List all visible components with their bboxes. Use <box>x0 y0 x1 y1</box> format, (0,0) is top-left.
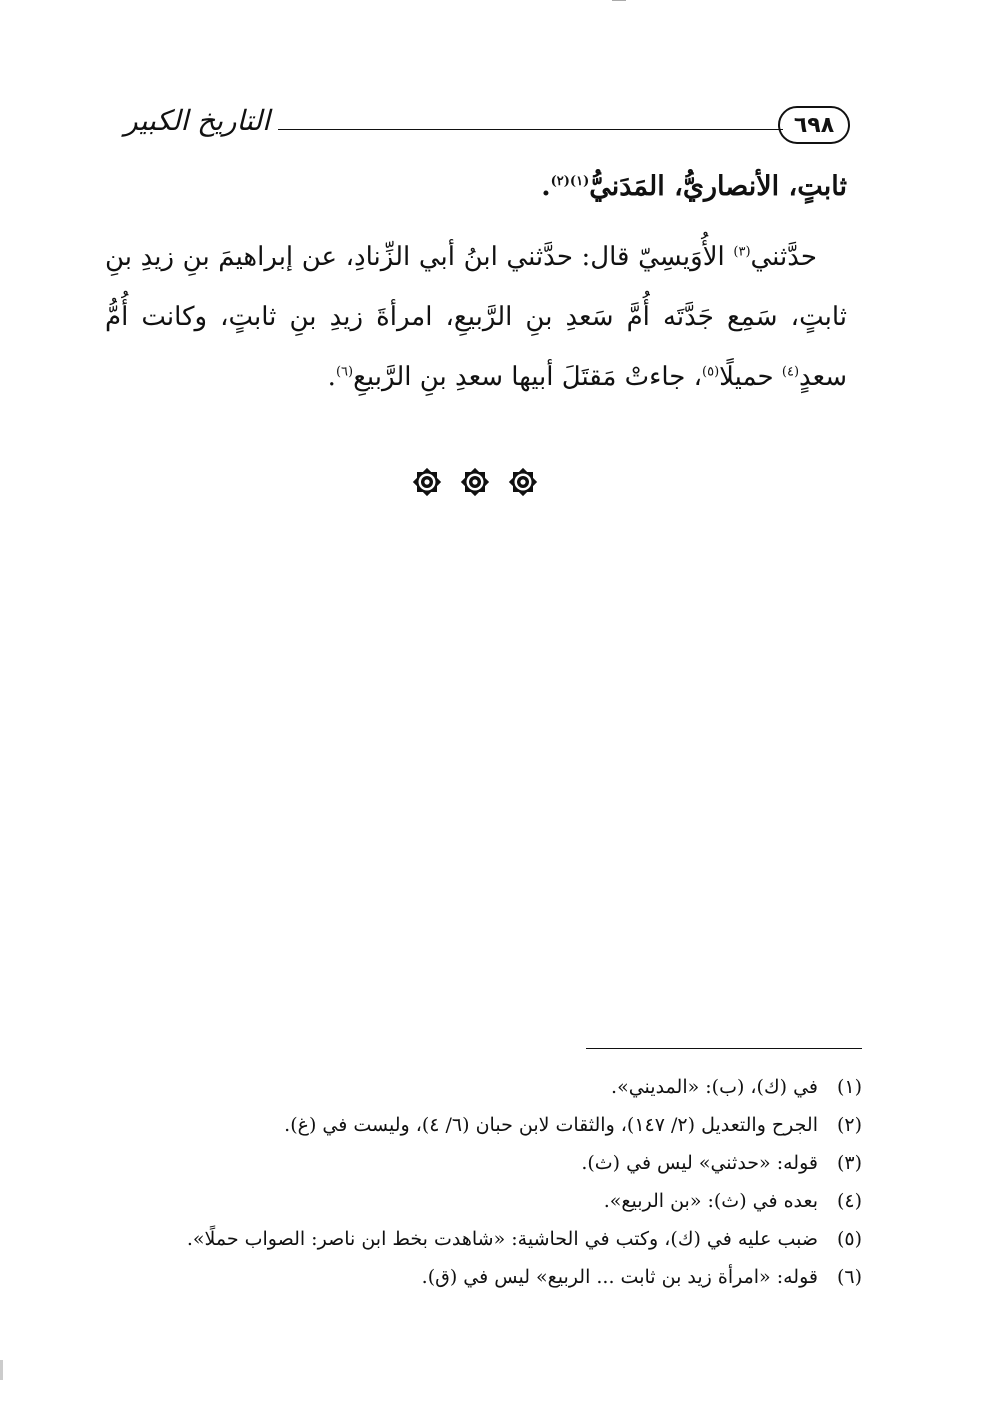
footnote-text: الجرح والتعديل (٢/ ١٤٧)، والثقات لابن حبان (٦/ ٤)، وليست في (غ). <box>284 1114 818 1136</box>
footnote-text: بعده في (ث): «بن الربيع». <box>603 1190 818 1212</box>
footnote-rule <box>586 1048 862 1049</box>
ornament-icon <box>506 465 540 499</box>
paragraph-segment: حدَّثني <box>750 242 817 272</box>
section-ornaments <box>410 464 540 500</box>
scan-edge-speck <box>0 1360 3 1380</box>
footnote-number: (٤) <box>836 1190 862 1212</box>
footnote-text: في (ك)، (ب): «المديني». <box>611 1076 818 1098</box>
footnotes <box>120 1068 862 1296</box>
entry-title-end: . <box>541 171 551 202</box>
footnote-text: ضبب عليه في (ك)، وكتب في الحاشية: «شاهدت بخط ابن ناصر: الصواب حملًا». <box>186 1228 818 1250</box>
footnote-2 <box>120 1106 862 1144</box>
note-ref: (٦) <box>335 364 354 380</box>
scan-mark <box>612 0 626 1</box>
footnote-3 <box>120 1144 862 1182</box>
paragraph-segment: ، جاءتْ مَقتَلَ أبيها سعدِ بنِ الرَّبيعِ <box>353 362 702 392</box>
footnote-number: (٣) <box>836 1152 862 1174</box>
main-text <box>105 165 847 407</box>
page-number <box>778 106 850 144</box>
page-number-text: ٦٩٨ <box>793 112 835 138</box>
footnote-number: (٦) <box>836 1266 862 1288</box>
footnote-6 <box>120 1258 862 1296</box>
paragraph-segment: . <box>327 362 336 392</box>
paragraph-segment: حميلًا <box>719 362 782 392</box>
paragraph-segment: الأُوَيسِيّ قال: حدَّثني ابنُ أبي الزِّنادِ، عن إبراهيمَ بنِ زيدِ بنِ ثابتٍ، سَمِع جَدَّتَه أُمَّ سَعدِ بنِ الرَّبيعِ، امرأةَ زيدِ بنِ ثابتٍ، وكانت أُمُّ سعدٍ <box>105 242 847 392</box>
footnote-5 <box>120 1220 862 1258</box>
hadith-paragraph <box>105 227 847 407</box>
note-ref: (٥) <box>702 364 720 380</box>
note-ref: (١)(٢) <box>550 174 590 189</box>
entry-title <box>105 165 847 209</box>
entry-title-text: ثابتٍ، الأنصاريُّ، المَدَنيُّ <box>589 171 847 202</box>
note-ref: (٤) <box>781 364 800 380</box>
footnote-text: قوله: «حدثني» ليس في (ث). <box>581 1152 818 1174</box>
footnote-text: قوله: «امرأة زيد بن ثابت ... الربيع» ليس في (ق). <box>421 1266 818 1288</box>
note-ref: (٣) <box>733 244 751 260</box>
footnote-number: (٢) <box>836 1114 862 1136</box>
running-title: التاريخ الكبير <box>124 104 270 137</box>
footnote-number: (٥) <box>836 1228 862 1250</box>
footnote-number: (١) <box>836 1076 862 1098</box>
footnote-4 <box>120 1182 862 1220</box>
ornament-icon <box>410 465 444 499</box>
header-rule <box>278 129 783 130</box>
ornament-icon <box>458 465 492 499</box>
footnote-1 <box>120 1068 862 1106</box>
